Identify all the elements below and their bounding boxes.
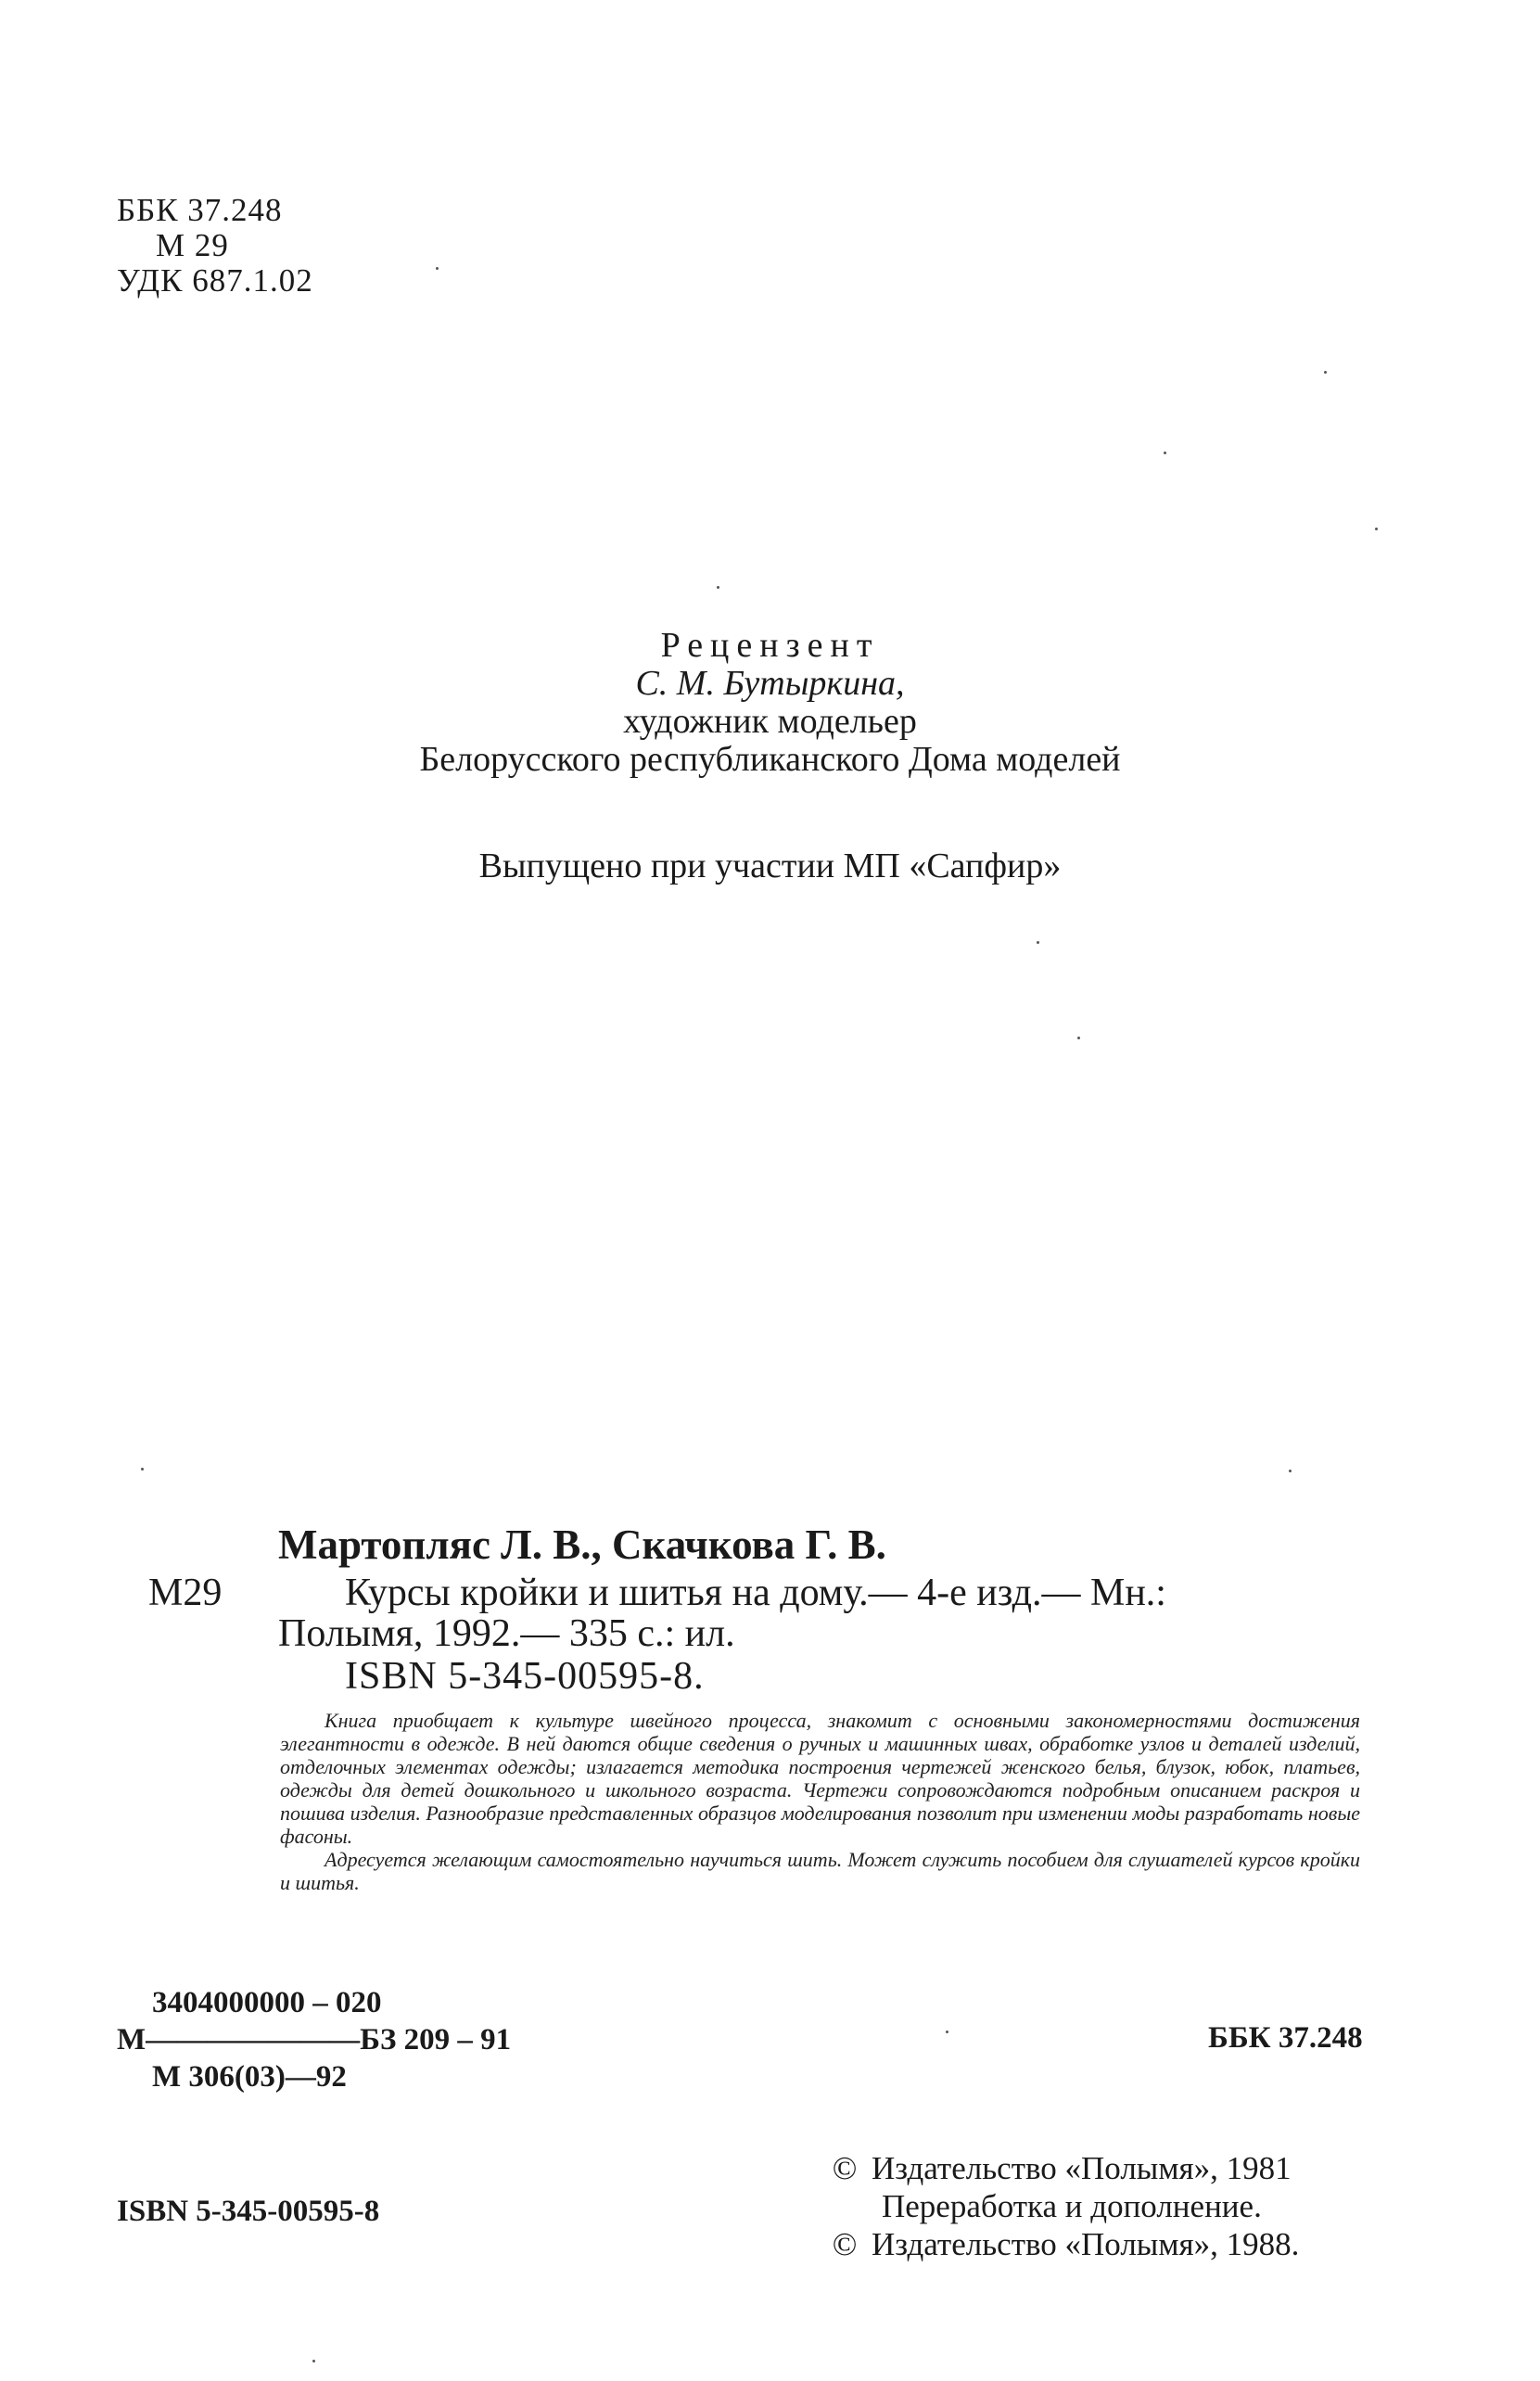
entry-code: М29 — [148, 1572, 223, 1614]
code-line-2: М———————БЗ 209 – 91 — [117, 2023, 512, 2056]
annotation — [280, 1709, 1360, 1894]
scan-speck — [1289, 1470, 1292, 1472]
scan-speck — [1037, 941, 1039, 944]
code-line-1: 3404000000 – 020 — [152, 1986, 382, 2019]
published-note: Выпущено при участии МП «Сапфир» — [478, 847, 1062, 885]
copyright-line — [831, 2225, 1299, 2263]
reviewer-organization: Белорусского республиканского Дома моделей — [419, 740, 1121, 779]
isbn-bottom: ISBN 5-345-00595-8 — [117, 2195, 380, 2228]
scan-speck — [717, 586, 719, 589]
copyright-block — [831, 2149, 1299, 2263]
annotation-paragraph: Книга приобщает к культуре швейного процесса, знакомит с основными закономерностями достижения элегантности в одежде. В ней даются общие сведения о ручных и машинных швах, обработке узлов и деталей изделий, отделочных элементах одежды; излагается методика построения чертежей женского белья, блузок, юбок, платьев, одежды для детей дошкольного и школьного возраста. Чертежи сопровождаются подробным описанием раскроя и пошива изделия. Разнообразие представленных образцов моделирования позволит при изменении моды разработать новые фасоны. — [280, 1709, 1360, 1848]
udk-code: УДК 687.1.02 — [117, 262, 313, 299]
scan-speck — [312, 2360, 315, 2362]
authors: Мартопляс Л. В., Скачкова Г. В. — [278, 1522, 886, 1568]
copyright-text-3: Издательство «Полымя», 1988. — [872, 2226, 1300, 2262]
code-line-3: М 306(03)—92 — [152, 2060, 347, 2094]
classification-block — [117, 193, 313, 299]
imprint-line: Полымя, 1992.— 335 с.: ил. — [278, 1612, 735, 1655]
bbk-code-bottom: ББК 37.248 — [1208, 2021, 1363, 2055]
publisher-codes — [117, 1984, 511, 2095]
copyright-line — [831, 2149, 1299, 2187]
copyright-icon: © — [832, 2150, 858, 2186]
scan-speck — [141, 1468, 144, 1471]
scan-speck — [436, 267, 439, 270]
reviewer-position: художник модельер — [623, 702, 917, 741]
copyright-text-1: Издательство «Полымя», 1981 — [872, 2150, 1292, 2186]
book-title-line: Курсы кройки и шитья на дому.— 4-е изд.— Мн.: — [345, 1572, 1166, 1614]
bbk-code: ББК 37.248 — [117, 192, 283, 228]
copyright-icon: © — [832, 2226, 858, 2262]
reviewer-name: С. М. Бутыркина, — [635, 664, 905, 703]
scan-speck — [1375, 528, 1378, 530]
author-mark: М 29 — [156, 227, 229, 263]
scan-speck — [1164, 452, 1166, 454]
isbn-line: ISBN 5-345-00595-8. — [345, 1655, 705, 1698]
scan-speck — [1077, 1037, 1080, 1039]
reviewer-block — [0, 627, 1540, 779]
annotation-paragraph: Адресуется желающим самостоятельно научиться шить. Может служить пособием для слушателей курсов кройки и шитья. — [280, 1848, 1360, 1894]
scan-speck — [946, 2031, 948, 2033]
scan-speck — [1324, 371, 1327, 374]
copyright-text-2: Переработка и дополнение. — [882, 2188, 1262, 2224]
copyright-line — [831, 2187, 1299, 2225]
reviewer-heading: Рецензент — [660, 626, 880, 665]
